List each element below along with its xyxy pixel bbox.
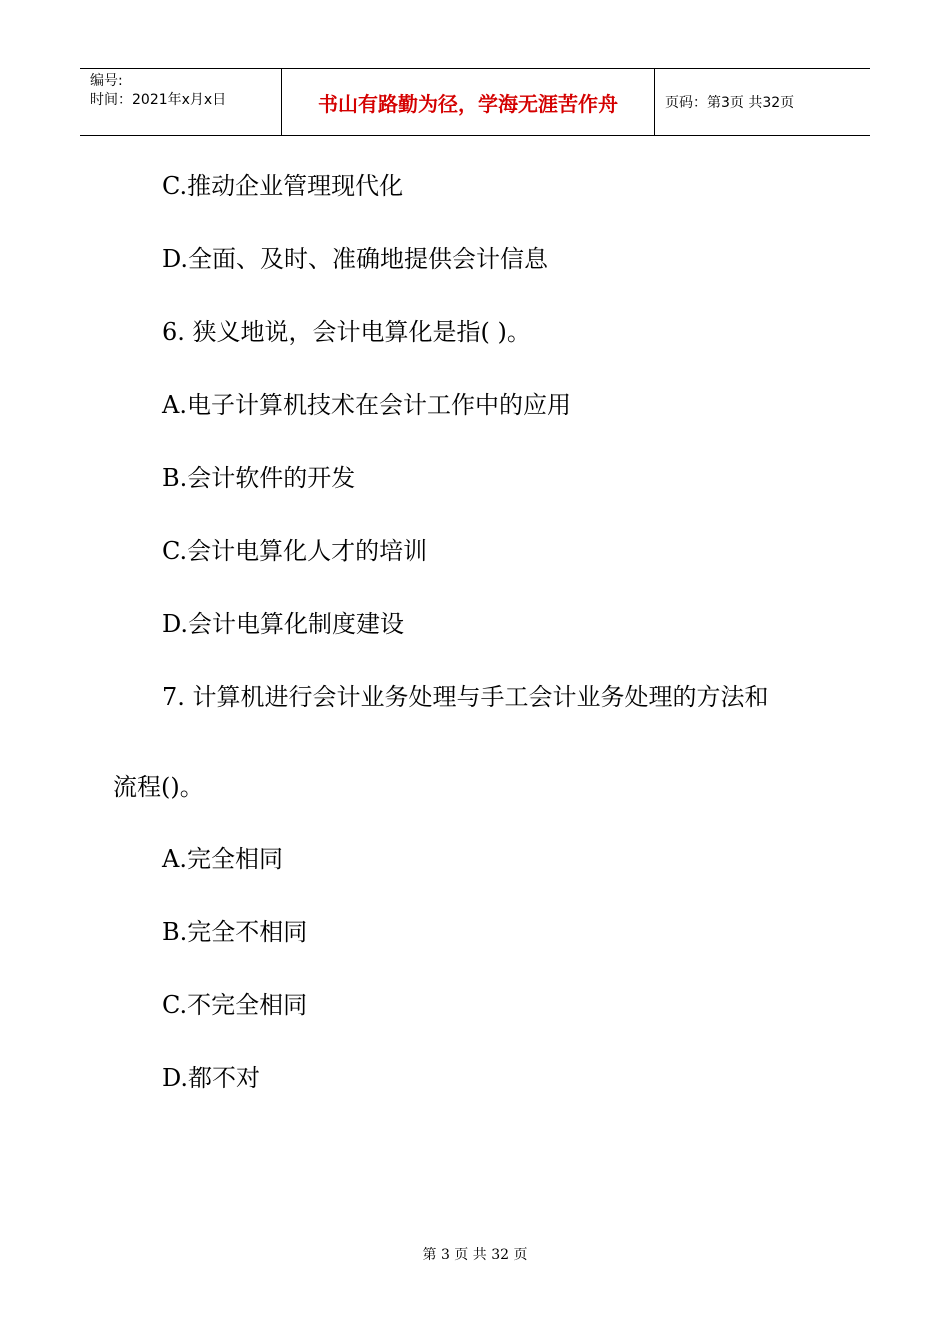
q5-option-c: C.推动企业管理现代化 <box>162 172 404 200</box>
q7-stem-line2: 流程()。 <box>113 773 204 801</box>
header-page-cell <box>655 69 870 135</box>
document-number-label: 编号: <box>90 73 123 89</box>
page-header <box>80 68 870 136</box>
q6-option-d: D.会计电算化制度建设 <box>162 610 405 638</box>
q6-stem: 6. 狭义地说，会计电算化是指( )。 <box>162 318 531 346</box>
q5-option-d: D.全面、及时、准确地提供会计信息 <box>162 245 549 273</box>
q7-option-b: B.完全不相同 <box>162 918 308 946</box>
document-date-label: 时间：2021年x月x日 <box>90 92 227 108</box>
header-motto-cell <box>282 69 655 135</box>
page-footer: 第 3 页 共 32 页 <box>422 1247 528 1263</box>
header-motto: 书山有路勤为径，学海无涯苦作舟 <box>318 92 618 116</box>
q6-option-c: C.会计电算化人才的培训 <box>162 537 428 565</box>
q7-option-c: C.不完全相同 <box>162 991 308 1019</box>
q7-stem-line1: 7. 计算机进行会计业务处理与手工会计业务处理的方法和 <box>162 683 769 711</box>
q6-option-b: B.会计软件的开发 <box>162 464 356 492</box>
q7-option-d: D.都不对 <box>162 1064 261 1092</box>
q7-option-a: A.完全相同 <box>162 845 283 873</box>
header-page-info: 页码：第3页 共32页 <box>665 95 795 111</box>
header-meta-cell <box>80 69 282 135</box>
q6-option-a: A.电子计算机技术在会计工作中的应用 <box>162 391 571 419</box>
